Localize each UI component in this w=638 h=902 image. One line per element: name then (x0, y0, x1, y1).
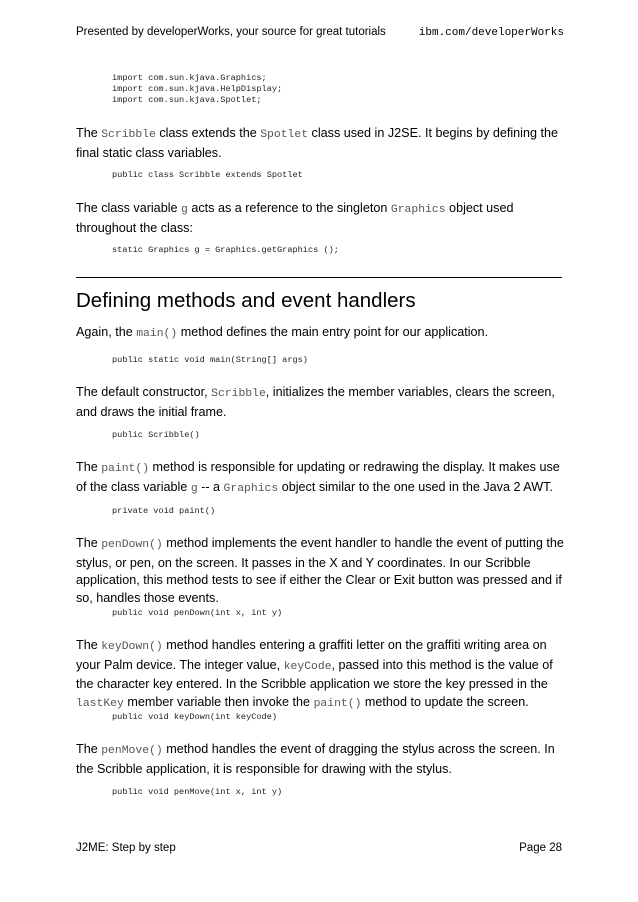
paragraph-constructor: The default constructor, Scribble, initializes the member variables, clears the screen, and draws the initial frame. (76, 385, 555, 419)
code-constructor-signature: public Scribble() (112, 430, 200, 440)
section-heading: Defining methods and event handlers (76, 289, 416, 312)
paragraph-penmove-method: The penMove() method handles the event of dragging the stylus across the screen. In the Scribble application, it is responsible for drawing with the stylus. (76, 742, 555, 776)
page-number: Page 28 (519, 842, 562, 854)
paragraph-pendown-method: The penDown() method implements the event handler to handle the event of putting the stylus, or pen, on the screen. It passes in the X and Y coordinates. In our Scribble application, this method tests to see if either the Clear or Exit button was pressed and if so, handles those events. (76, 536, 564, 605)
paragraph-scribble-class: The Scribble class extends the Spotlet class used in J2SE. It begins by defining the final static class variables. (76, 126, 558, 160)
paragraph-main-method: Again, the main() method defines the main entry point for our application. (76, 325, 489, 340)
paragraph-class-variable: The class variable g acts as a reference to the singleton Graphics object used throughout the class: (76, 201, 514, 235)
section-divider (76, 277, 562, 278)
code-imports (112, 73, 282, 106)
code-graphics-variable: static Graphics g = Graphics.getGraphics (); (112, 245, 339, 255)
code-line: import com.sun.kjava.HelpDisplay; (112, 84, 283, 94)
code-line: import com.sun.kjava.Graphics; (112, 73, 267, 83)
code-paint-signature: private void paint() (112, 506, 216, 516)
paragraph-paint-method: The paint() method is responsible for updating or redrawing the display. It makes use of the class variable g -- a Graphics object similar to the one used in the Java 2 AWT. (76, 460, 560, 495)
header-site: ibm.com/developerWorks (418, 27, 564, 39)
code-keydown-signature: public void keyDown(int keyCode) (112, 712, 278, 722)
header-title: Presented by developerWorks, your source for great tutorials (76, 26, 386, 38)
code-line: import com.sun.kjava.Spotlet; (112, 95, 262, 105)
paragraph-keydown-method: The keyDown() method handles entering a graffiti letter on the graffiti writing area on your Palm device. The integer value, keyCode, passed into this method is the value of the character key entered. In the Scribble application we store the key pressed in the lastKey member variable then invoke the paint() method to update the screen. (76, 638, 553, 710)
footer-title: J2ME: Step by step (76, 842, 176, 854)
code-class-declaration: public class Scribble extends Spotlet (112, 170, 303, 180)
code-main-signature: public static void main(String[] args) (112, 355, 308, 365)
code-penmove-signature: public void penMove(int x, int y) (112, 787, 283, 797)
code-pendown-signature: public void penDown(int x, int y) (112, 608, 283, 618)
